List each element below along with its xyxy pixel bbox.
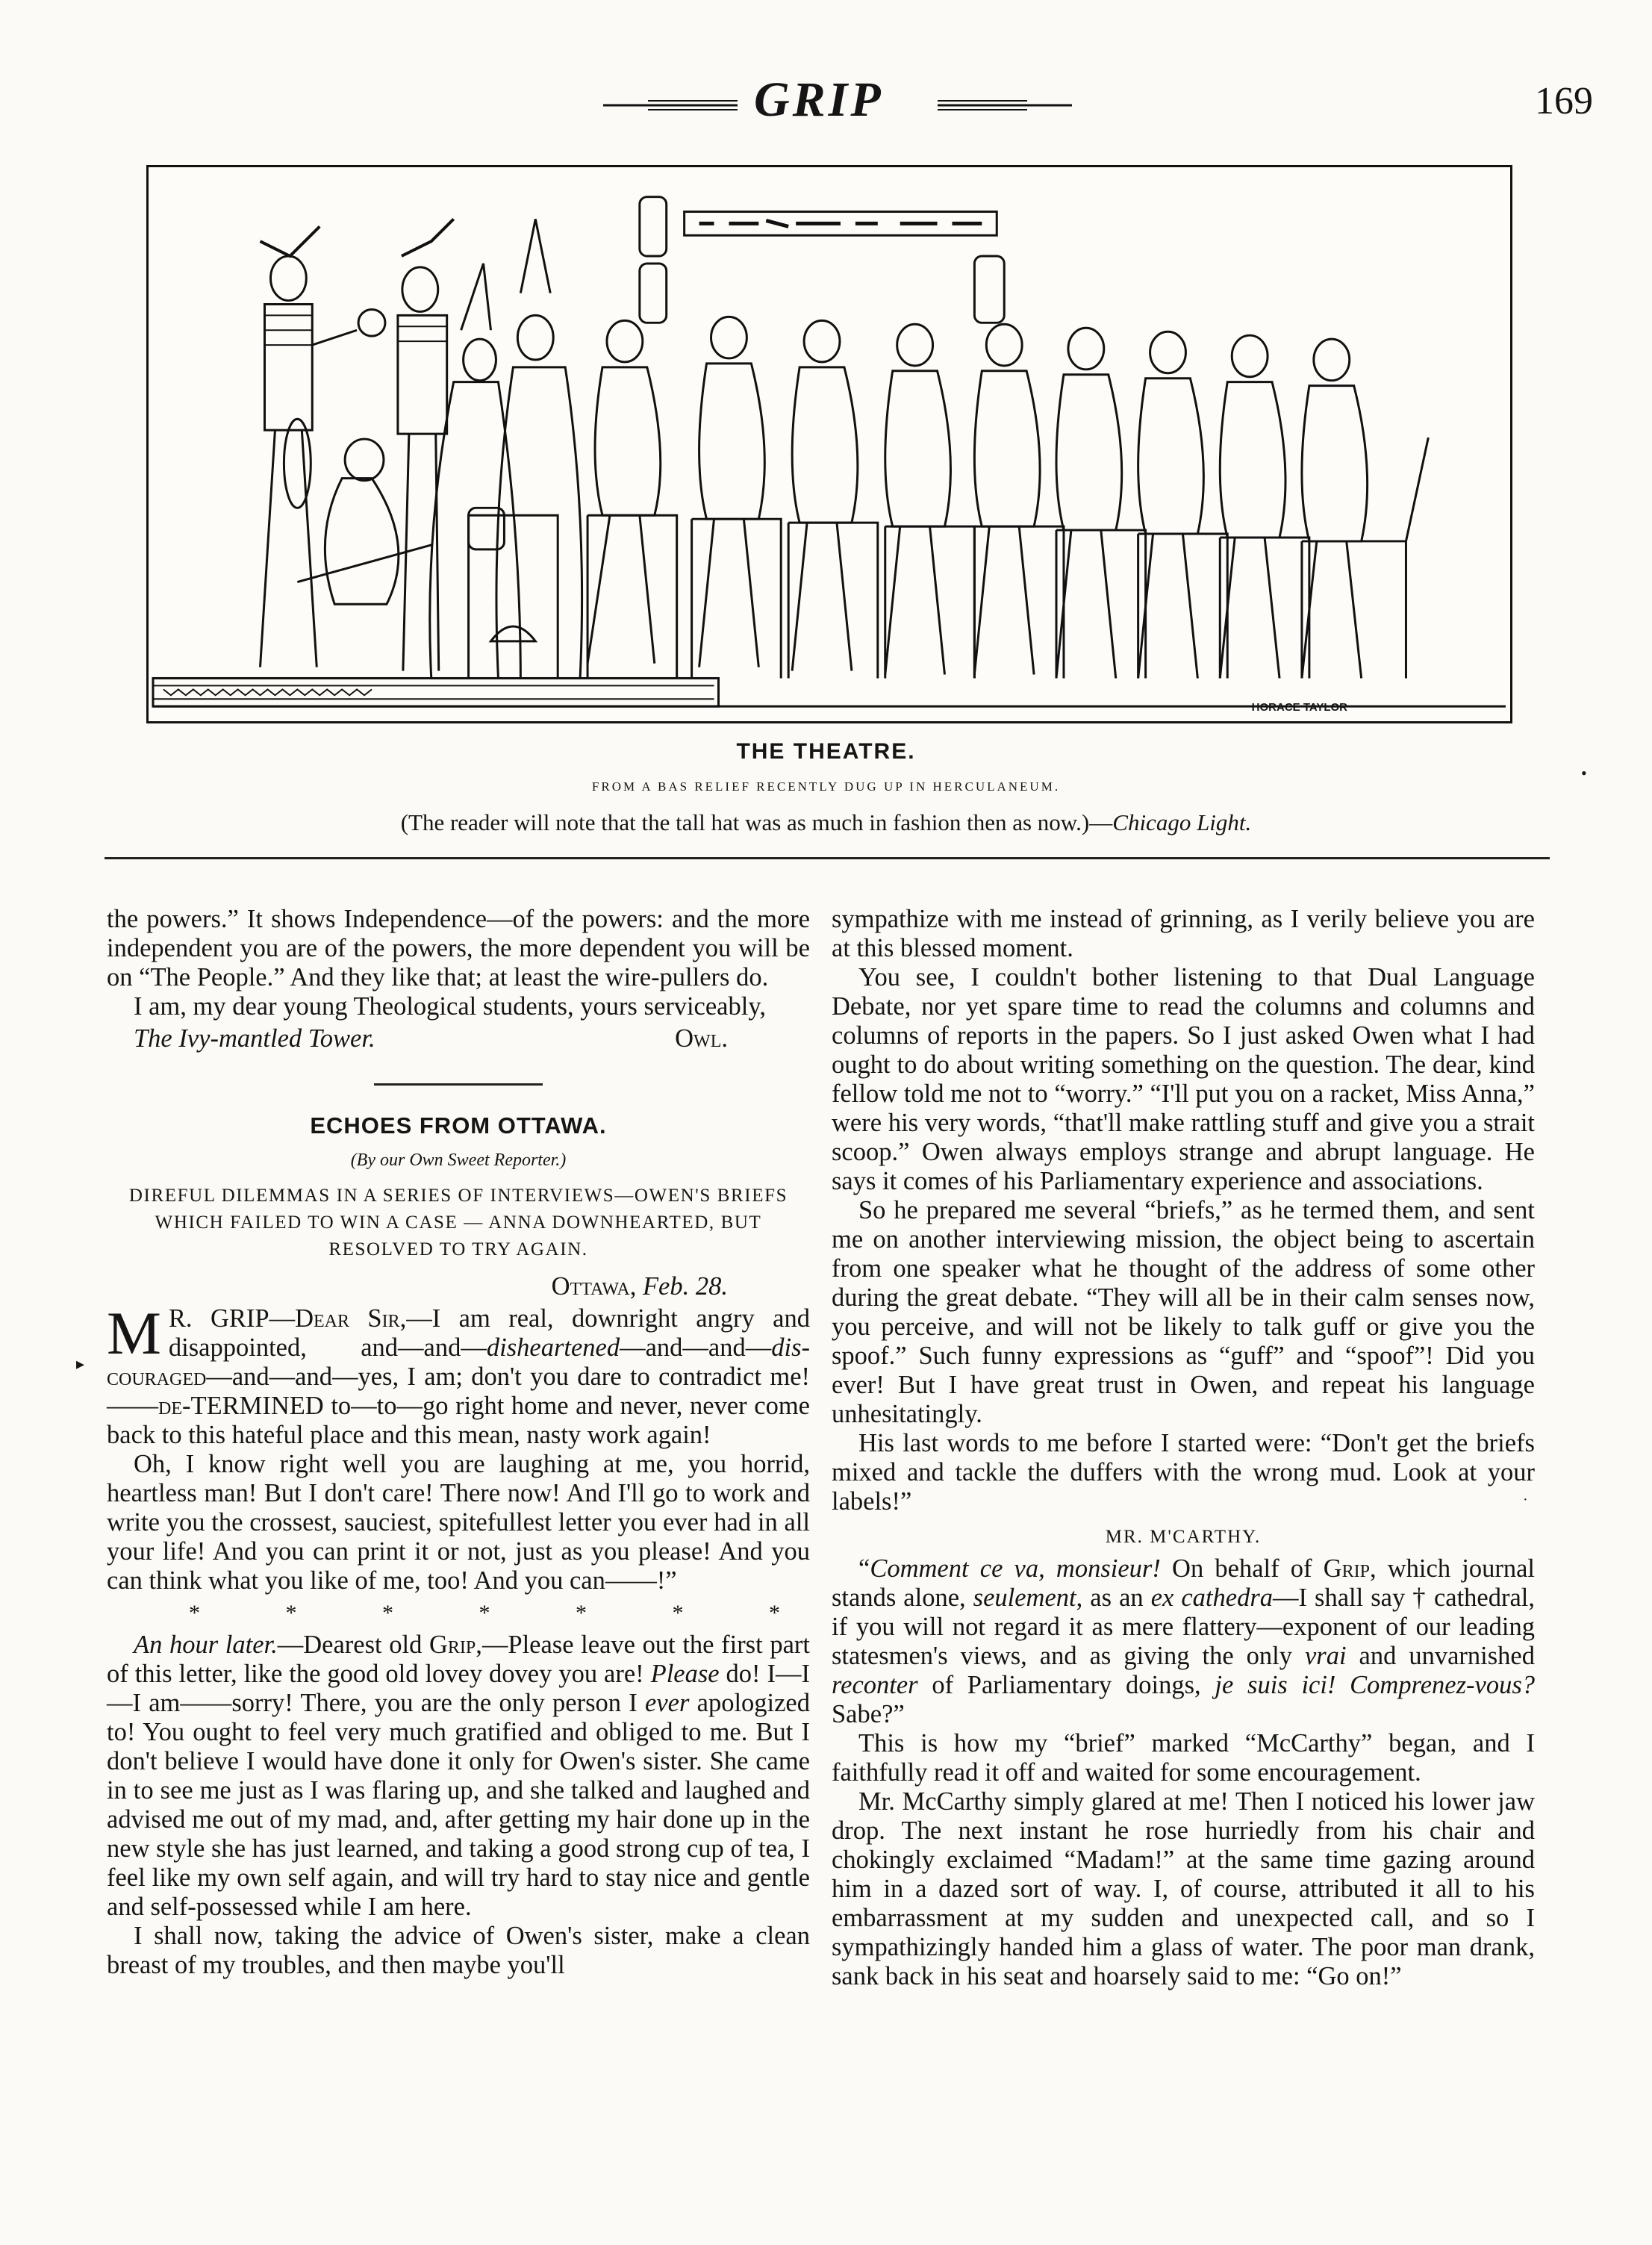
text-run: do! I—I—I am——sorry! There, you are the only person I: [107, 1660, 810, 1717]
star: *: [479, 1601, 490, 1625]
right-paragraph-7: Mr. McCarthy simply glared at me! Then I noticed his lower jaw drop. The next instant he rose hurriedly from his chair and chokingly exclaimed “Madam!” at the same time gazing around him in a dazed sort of way. I, of course, attributed it all to his embarrassment at my sudden and unexpected call, and so I sympathizingly handed him a glass of water. The poor man drank, sank back in his seat and hoarsely said to me: “Go on!”: [832, 1787, 1535, 1990]
article-divider: [374, 1083, 543, 1086]
text-run: of Parliamentary doings,: [917, 1671, 1215, 1699]
masthead-rule-right: [938, 99, 1072, 112]
right-paragraph-3: So he prepared me several “briefs,” as he termed them, and sent me on another interviewing mission, the object being to ascertain from one speaker what he thought of the address of some other during the great debate. “They will all be in their calm senses now, you perceive, and will not be likely to talk guff or give you the spoof.” Such funny expressions as “guff” and “spoof”! Did you ever! But I have great trust in Owen, and repeat his language unhesitatingly.: [832, 1196, 1535, 1428]
right-paragraph-1: sympathize with me instead of grinning, as I verily believe you are at this blessed moment.: [832, 905, 1535, 962]
emphasis: Grip: [1323, 1554, 1370, 1583]
margin-mark: ▸: [76, 1354, 85, 1373]
owl-place: The Ivy-mantled Tower.: [134, 1024, 375, 1053]
emphasis: An hour later.: [134, 1631, 278, 1659]
text-run: “: [858, 1554, 870, 1583]
mccarthy-heading: MR. M'CARTHY.: [1105, 1527, 1262, 1547]
star: *: [672, 1601, 684, 1625]
echoes-paragraph-1: [107, 1299, 810, 1450]
masthead-title: GRIP: [754, 72, 884, 127]
emphasis: vrai: [1304, 1642, 1347, 1670]
emphasis: Please: [650, 1660, 720, 1688]
right-paragraph-5: [832, 1554, 1535, 1729]
masthead-rule-left: [603, 99, 738, 112]
echoes-paragraph-2: Oh, I know right well you are laughing at me, you horrid, heartless man! But I don't care! There now! And I'll go to work and write you the crossest, sauciest, spitefullest letter you ever had in all your life! And you can print it or not, just as you please! And you can think what you like of me, too! And you can——!”: [107, 1450, 810, 1595]
masthead: [0, 72, 1652, 131]
text-run: , which journal stands alone,: [832, 1554, 1535, 1612]
emphasis: de: [158, 1392, 182, 1420]
emphasis: Comment ce va, monsieur!: [870, 1554, 1161, 1583]
page-number: 169: [1535, 80, 1593, 122]
emphasis: ex cathedra: [1150, 1584, 1273, 1612]
cartoon-subtitle: FROM A BAS RELIEF RECENTLY DUG UP IN HERCULANEUM.: [591, 779, 1061, 794]
right-column: [832, 905, 1535, 1991]
text-run: On behalf of: [1160, 1554, 1324, 1583]
right-paragraph-4: His last words to me before I started were: “Don't get the briefs mixed and tackle the duffers with the wrong mud. Look at your labels!”: [832, 1429, 1535, 1516]
emphasis: je suis ici! Comprenez-vous?: [1215, 1671, 1535, 1699]
emphasis: disheartened: [486, 1333, 620, 1362]
echoes-dateline: [107, 1272, 810, 1301]
echoes-paragraph-3: [107, 1631, 810, 1922]
owl-paragraph-1: the powers.” It shows Independence—of the powers: and the more independent you are of the powers, the more dependent you will be on “The People.” And they like that; at least the wire-pullers do.: [107, 905, 810, 991]
text-run: , as an: [1076, 1584, 1151, 1612]
star: *: [382, 1601, 393, 1625]
text-run: —I shall say † cathedral, if you will not regard it as mere flattery—exponent of our leading statesmen's views, and as giving the only: [832, 1584, 1536, 1670]
echoes-subheading: DIREFUL DILEMMAS IN A SERIES OF INTERVIEWS—OWEN'S BRIEFS WHICH FAILED TO WIN A CASE — ANNA DOWNHEARTED, BUT RESOLVED TO TRY AGAIN.: [128, 1186, 788, 1259]
echoes-byline: (By our Own Sweet Reporter.): [350, 1150, 567, 1170]
dateline-date: Feb. 28.: [642, 1272, 728, 1301]
cartoon-title: THE THEATRE.: [736, 739, 916, 764]
salutation: Dear Sir: [295, 1304, 400, 1333]
right-paragraph-6: This is how my “brief” marked “McCarthy” began, and I faithfully read it off and waited for some encouragement.: [832, 1729, 1535, 1787]
star: *: [769, 1601, 780, 1625]
owl-signoff: [107, 1024, 810, 1053]
text-run: —and—and—: [620, 1333, 772, 1362]
text-run: -TERMINED to—to—go right home and never, never come back to this hateful place and this mean, nasty work again!: [107, 1392, 810, 1449]
artist-signature: HORACE TAYLOR: [1251, 701, 1347, 714]
theatre-bas-relief-drawing: [149, 167, 1510, 721]
dateline-place: Ottawa,: [551, 1272, 637, 1301]
cartoon-note-text: (The reader will note that the tall hat was as much in fashion then as now.)—: [400, 809, 1113, 835]
cartoon-note-source: Chicago Light.: [1112, 809, 1252, 835]
emphasis: Grip: [429, 1631, 476, 1659]
text-run: ,—Please leave out the first part of this letter, like the good old lovey dovey you are!: [107, 1631, 810, 1688]
star: *: [189, 1601, 200, 1625]
cartoon-illustration: [146, 165, 1512, 723]
margin-mark: •: [1581, 764, 1587, 782]
owl-paragraph-2: I am, my dear young Theological students, yours serviceably,: [134, 992, 766, 1021]
star-separator: [107, 1598, 810, 1628]
emphasis: reconter: [832, 1671, 918, 1699]
emphasis: -couraged: [107, 1333, 810, 1391]
text-run: ,—I am real, downright angry and disappointed, and—and—: [168, 1304, 810, 1362]
text-run: Sabe?”: [832, 1700, 905, 1728]
star: *: [576, 1601, 587, 1625]
right-paragraph-2: You see, I couldn't bother listening to that Dual Language Debate, nor yet spare time to read the columns and columns and columns of reports in the papers. So I just asked Owen what I had ought to do about writing something on the question. The dear, kind fellow told me not to “worry.” “I'll put you on a racket, Miss Anna,” were his very words, “that'll make rattling stuff and give you a strait scoop.” Owen always employs strange and abrupt language. He says it comes of his Parliamentary experience and associations.: [832, 963, 1535, 1195]
text-run: —Dearest old: [277, 1631, 429, 1659]
emphasis: ever: [645, 1689, 690, 1717]
text-run: apologized to! You ought to feel very much gratified and obliged to me. But I don't believe I would have done it only for Owen's sister. She came in to see me just as I was flaring up, and she talked and laughed and advised me out of my mad, and, after getting my hair done up in the new style she has just learned, and taking a good strong cup of tea, I feel like my own self again, and will try hard to stay nice and gentle and self-possessed while I am here.: [107, 1689, 810, 1921]
cartoon-note: [0, 809, 1652, 836]
text-run: and unvarnished: [1346, 1642, 1535, 1670]
section-divider: [105, 857, 1550, 859]
echoes-heading: ECHOES FROM OTTAWA.: [310, 1112, 607, 1139]
emphasis: seulement: [973, 1584, 1076, 1612]
margin-mark: ·: [1523, 1492, 1528, 1508]
owl-signature: Owl.: [675, 1024, 728, 1053]
drop-cap: M: [107, 1299, 161, 1367]
echoes-paragraph-4: I shall now, taking the advice of Owen's sister, make a clean breast of my troubles, and then maybe you'll: [107, 1922, 810, 1979]
star: *: [285, 1601, 297, 1625]
text-run: —and—and—yes, I am; don't you dare to contradict me!——: [107, 1363, 810, 1420]
left-column: [107, 905, 810, 1980]
emphasis: dis: [771, 1333, 802, 1362]
text-run: R. GRIP—: [168, 1304, 296, 1333]
